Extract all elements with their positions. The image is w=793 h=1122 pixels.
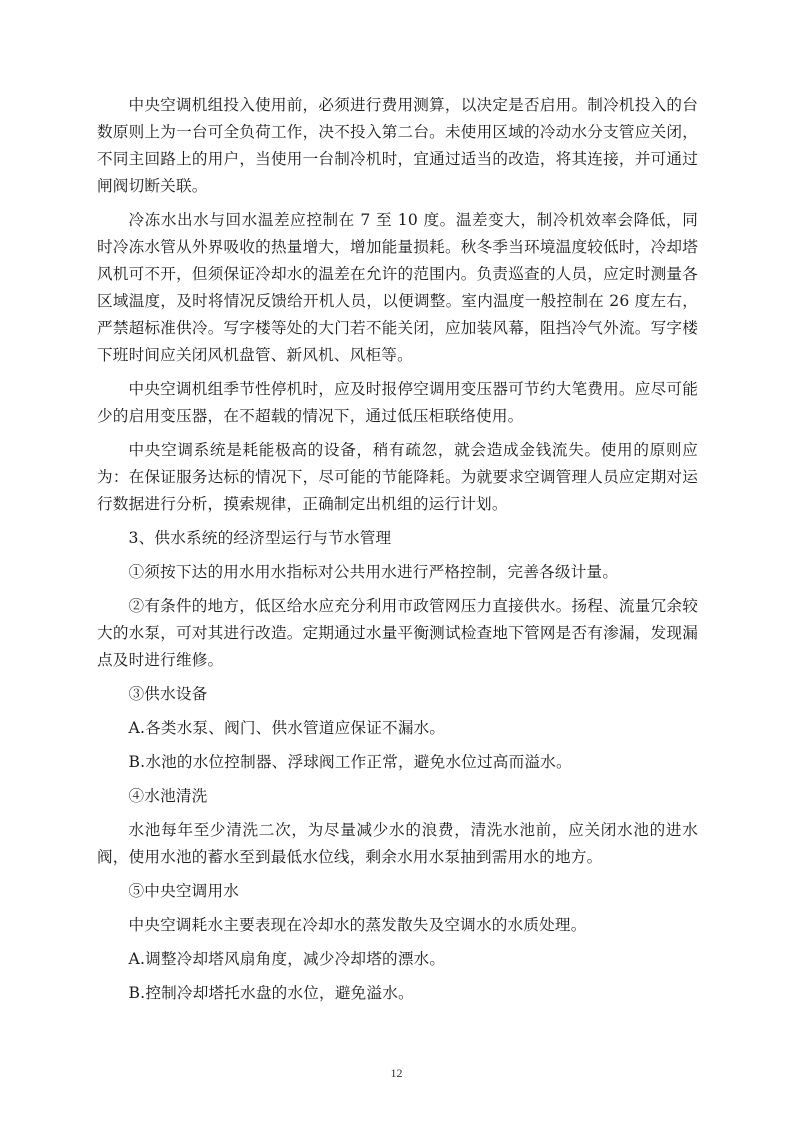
paragraph-chiller-startup: 中央空调机组投入使用前，必须进行费用测算，以决定是否启用。制冷机投入的台数原则上为一台可全负荷工作，决不投入第二台。未使用区域的冷动水分支管应关闭，不同主回路上的用户，当使用一台制冷机时，宜通过适当的改造，将其连接，并可通过闸阀切断关联。 [97, 96, 698, 195]
item-2-municipal-pressure: ②有条件的地方，低区给水应充分利用市政管网压力直接供水。扬程、流量冗余较大的水泵，可对其进行改造。定期通过水量平衡测试检查地下管网是否有渗漏，发现漏点及时进行维修。 [97, 597, 698, 669]
page-body [97, 92, 698, 1014]
item-5b-tray-level: B.控制冷却塔托水盘的水位，避免溢水。 [128, 984, 414, 1002]
page-number: 12 [390, 1066, 403, 1080]
item-5-hvac-water-body: 中央空调耗水主要表现在冷却水的蒸发散失及空调水的水质处理。 [128, 916, 587, 934]
item-3-heading-equipment: ③供水设备 [128, 685, 208, 703]
item-5-heading-hvac-water: ⑤中央空调用水 [128, 882, 240, 900]
item-5a-fan-angle: A.调整冷却塔风扇角度，减少冷却塔的漂水。 [128, 950, 446, 968]
item-4-heading-tank-cleaning: ④水池清洗 [128, 787, 208, 805]
paragraph-seasonal-shutdown: 中央空调机组季节性停机时，应及时报停空调用变压器可节约大笔费用。应尽可能少的启用变压器，在不超载的情况下，通过低压柜联络使用。 [97, 380, 698, 425]
item-1-water-quota: ①须按下达的用水用水指标对公共用水进行严格控制，完善各级计量。 [128, 563, 619, 581]
item-4-tank-cleaning-body: 水池每年至少清洗二次，为尽量减少水的浪费，清洗水池前，应关闭水池的进水阀，使用水池的蓄水至到最低水位线，剩余水用水泵抽到需用水的地方。 [97, 821, 698, 866]
item-3a-pumps-valves: A.各类水泵、阀门、供水管道应保证不漏水。 [128, 719, 446, 737]
item-3b-level-controller: B.水池的水位控制器、浮球阀工作正常，避免水位过高而溢水。 [128, 753, 572, 771]
paragraph-energy-principle: 中央空调系统是耗能极高的设备，稍有疏忽，就会造成金钱流失。使用的原则应为：在保证服务达标的情况下，尽可能的节能降耗。为就要求空调管理人员应定期对运行数据进行分析，摸索规律，正确制定出机组的运行计划。 [97, 441, 698, 513]
section-heading-water-supply: 3、供水系统的经济型运行与节水管理 [128, 529, 392, 547]
paragraph-chilled-water-temperature: 冷冻水出水与回水温差应控制在 7 至 10 度。温差变大，制冷机效率会降低，同时冷冻水管从外界吸收的热量增大，增加能量损耗。秋冬季当环境温度较低时，冷却塔风机可不开，但须保证冷却水的温差在允许的范围内。负责巡查的人员，应定时测量各区域温度，及时将情况反馈给开机人员，以便调整。室内温度一般控制在 26 度左右，严禁超标准供冷。写字楼等处的大门若不能关闭，应加装风幕，阻挡冷气外流。写字楼下班时间应关闭风机盘管、新风机、风柜等。 [97, 211, 698, 364]
